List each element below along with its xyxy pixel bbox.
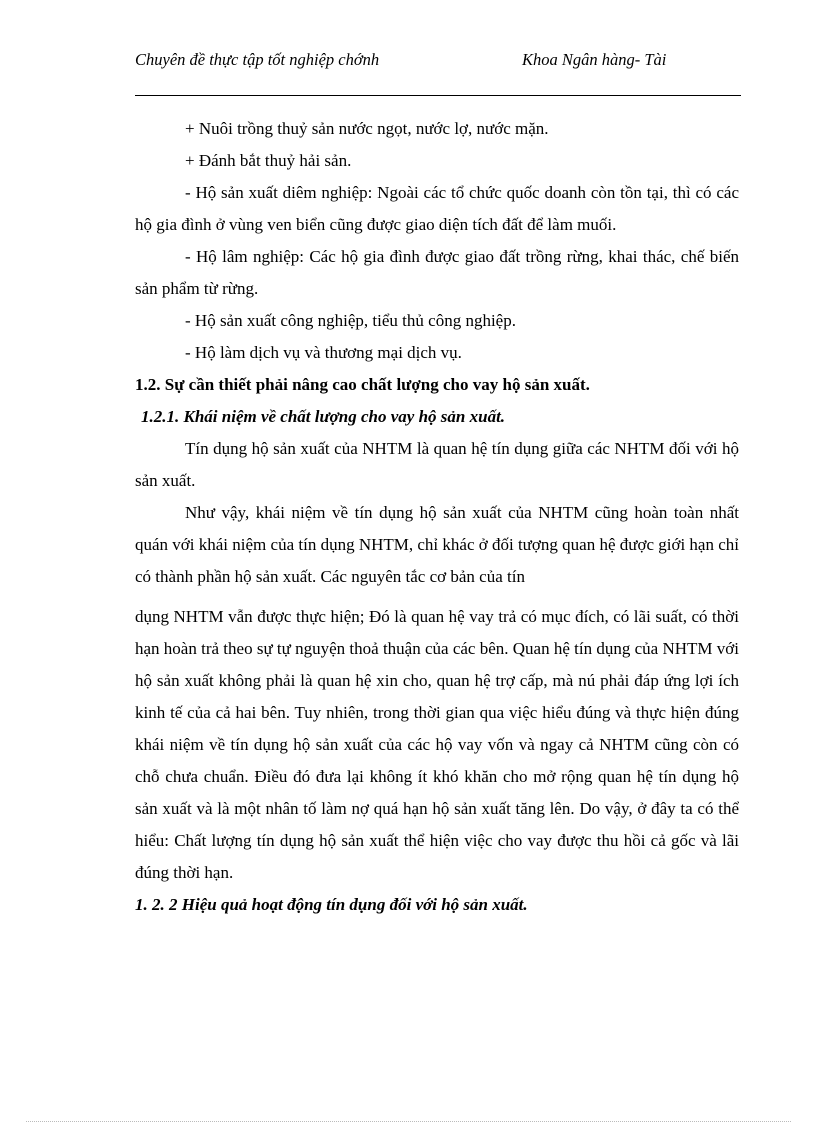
paragraph-credit-definition: Tín dụng hộ sản xuất của NHTM là quan hệ tín dụng giữa các NHTM đối với hộ sản xuất. <box>135 439 739 490</box>
page-header <box>135 50 741 96</box>
bullet-fishing: + Đánh bắt thuỷ hải sản. <box>185 151 352 170</box>
paragraph-forestry: - Hộ lâm nghiệp: Các hộ gia đình được giao đất trồng rừng, khai thác, chế biến sản phẩm từ rừng. <box>135 247 739 298</box>
paragraph-salt-production: - Hộ sản xuất diêm nghiệp: Ngoài các tổ chức quốc doanh còn tồn tại, thì có các hộ gia đình ở vùng ven biển cũng được giao diện tích đất để làm muối. <box>135 183 739 234</box>
page-body <box>135 113 739 921</box>
paragraph-industry: - Hộ sản xuất công nghiệp, tiểu thủ công nghiệp. <box>185 311 516 330</box>
paragraph-credit-principles: dụng NHTM vẫn được thực hiện; Đó là quan hệ vay trả có mục đích, có lãi suất, có thời hạn hoàn trả theo sự tự nguyện thoả thuận của các bên. Quan hệ tín dụng của NHTM với hộ sản xuất không phải là quan hệ xin cho, quan hệ trợ cấp, mà nú phải đáp ứng lợi ích kinh tế của cả hai bên. Tuy nhiên, trong thời gian qua việc hiểu đúng và thực hiện đúng khái niệm về tín dụng hộ sản xuất của các hộ vay vốn và ngay cả NHTM cũng còn có chỗ chưa chuẩn. Điều đó đưa lại không ít khó khăn cho mở rộng quan hệ tín dụng hộ sản xuất và là một nhân tố làm nợ quá hạn hộ sản xuất tăng lên. Do vậy, ở đây ta có thể hiểu: Chất lượng tín dụng hộ sản xuất thể hiện việc cho vay được thu hồi cả gốc và lãi đúng thời hạn. <box>135 607 739 882</box>
section-heading-1-2-1: 1.2.1. Khái niệm về chất lượng cho vay hộ sản xuất. <box>141 407 506 426</box>
footer-dotted-rule <box>26 1121 791 1122</box>
paragraph-services: - Hộ làm dịch vụ và thương mại dịch vụ. <box>185 343 462 362</box>
bullet-aquaculture: + Nuôi trồng thuỷ sản nước ngọt, nước lợ, nước mặn. <box>185 119 549 138</box>
paragraph-credit-concept: Như vậy, khái niệm về tín dụng hộ sản xuất của NHTM cũng hoàn toàn nhất quán với khái niệm của tín dụng NHTM, chỉ khác ở đối tượng quan hệ được giới hạn chỉ có thành phần hộ sản xuất. Các nguyên tắc cơ bản của tín <box>135 503 739 586</box>
header-document-title: Chuyên đề thực tập tốt nghiệp chớnh <box>135 50 380 69</box>
section-heading-1-2: 1.2. Sự cần thiết phải nâng cao chất lượng cho vay hộ sản xuất. <box>135 375 590 394</box>
header-department: Khoa Ngân hàng- Tài <box>522 50 667 69</box>
section-heading-1-2-2: 1. 2. 2 Hiệu quả hoạt động tín dụng đối với hộ sản xuất. <box>135 895 528 914</box>
